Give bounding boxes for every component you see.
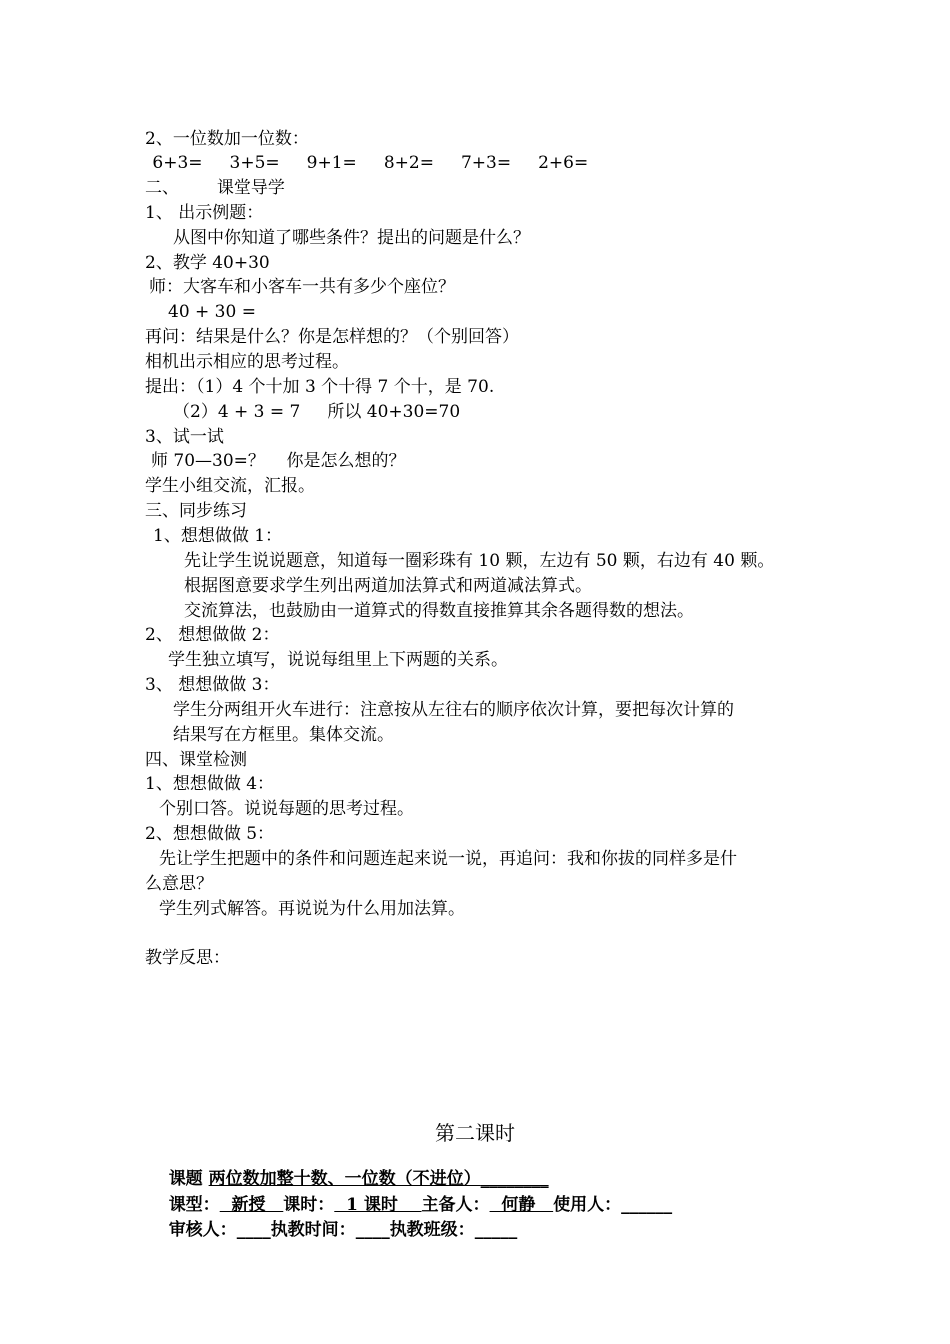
arithmetic-exercises: 6+3= 3+5= 9+1= 8+2= 7+3= 2+6= xyxy=(147,153,589,173)
paragraph: 么意思？ xyxy=(145,874,213,894)
paragraph: 结果写在方框里。集体交流。 xyxy=(173,725,394,745)
list-item: 3、试一试 xyxy=(145,427,224,447)
paragraph: 交流算法，也鼓励由一道算式的得数直接推算其余各题得数的想法。 xyxy=(184,601,694,621)
hours-value: 1 课时 xyxy=(334,1195,422,1215)
review-info-line xyxy=(145,1197,517,1263)
paragraph: 学生独立填写，说说每组里上下两题的关系。 xyxy=(168,650,508,670)
reflection-label: 教学反思： xyxy=(145,948,230,968)
topic-value: 两位数加整十数、一位数（不进位） xyxy=(208,1169,481,1189)
paragraph: 提出：（1）4 个十加 3 个十得 7 个十，是 70. xyxy=(145,377,495,397)
list-item: 1、 出示例题： xyxy=(145,203,264,223)
class-blank: _____ xyxy=(474,1220,518,1240)
time-label: 执教时间： xyxy=(270,1220,356,1240)
user-label: 使用人： xyxy=(553,1195,622,1215)
paragraph: 个别口答。说说每题的思考过程。 xyxy=(159,799,414,819)
paragraph: 先让学生说说题意，知道每一圈彩珠有 10 颗，左边有 50 颗，右边有 40 颗。 xyxy=(184,551,775,571)
list-item: 1、想想做做 1： xyxy=(153,526,283,546)
paragraph: 根据图意要求学生列出两道加法算式和两道减法算式。 xyxy=(184,576,592,596)
paragraph: 学生小组交流，汇报。 xyxy=(145,476,315,496)
paragraph: 学生列式解答。再说说为什么用加法算。 xyxy=(159,899,465,919)
paragraph: 从图中你知道了哪些条件？提出的问题是什么？ xyxy=(173,228,530,248)
list-item: 2、 想想做做 2： xyxy=(145,625,280,645)
paragraph: 相机出示相应的思考过程。 xyxy=(145,352,349,372)
list-item: 3、 想想做做 3： xyxy=(145,675,280,695)
list-item: 2、教学 40+30 xyxy=(145,253,270,273)
class-label: 执教班级： xyxy=(389,1220,475,1240)
type-value: 新授 xyxy=(219,1195,284,1215)
paragraph: 师 70—30=？ 你是怎么想的？ xyxy=(151,451,406,471)
reviewer-label: 审核人： xyxy=(168,1220,237,1240)
section-heading: 三、同步练习 xyxy=(145,501,247,521)
paragraph: （2）4 + 3 = 7 所以 40+30=70 xyxy=(173,402,461,422)
user-blank: ______ xyxy=(621,1195,673,1215)
preparer-value: 何静 xyxy=(489,1195,554,1215)
time-blank: ____ xyxy=(355,1220,390,1240)
section-heading: 二、 课堂导学 xyxy=(145,178,285,198)
list-item: 1、想想做做 4： xyxy=(145,774,275,794)
equation: 40 + 30 = xyxy=(168,302,256,322)
paragraph: 先让学生把题中的条件和问题连起来说一说，再追问：我和你拔的同样多是什 xyxy=(159,849,737,869)
topic-label: 课题 xyxy=(168,1169,209,1189)
topic-blank: ________ xyxy=(480,1169,549,1189)
list-item: 2、想想做做 5： xyxy=(145,824,275,844)
section-heading: 四、课堂检测 xyxy=(145,750,247,770)
reviewer-blank: ____ xyxy=(236,1220,271,1240)
type-label: 课型： xyxy=(168,1195,220,1215)
lesson-title: 第二课时 xyxy=(435,1121,515,1145)
paragraph: 师：大客车和小客车一共有多少个座位？ xyxy=(149,277,455,297)
hours-label: 课时： xyxy=(283,1195,335,1215)
preparer-label: 主备人： xyxy=(421,1195,490,1215)
paragraph: 再问：结果是什么？你是怎样想的？（个别回答） xyxy=(145,327,519,347)
paragraph: 学生分两组开火车进行：注意按从左往右的顺序依次计算，要把每次计算的 xyxy=(173,700,734,720)
section-heading: 2、一位数加一位数： xyxy=(145,129,309,149)
